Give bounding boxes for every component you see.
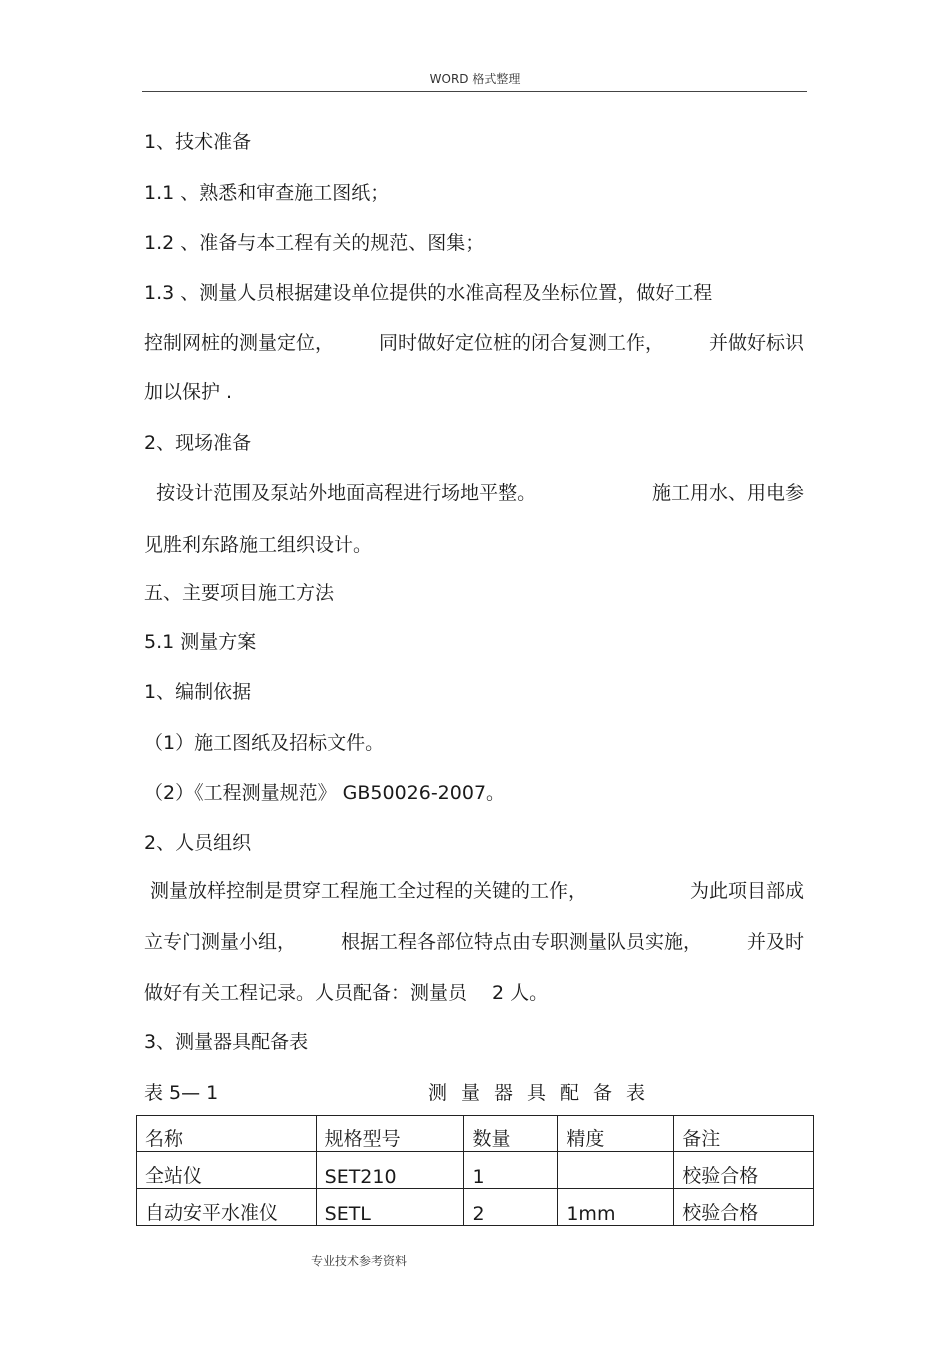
table-cell: 校验合格 xyxy=(674,1189,814,1226)
text-segment: 同时做好定位桩的闭合复测工作， xyxy=(378,332,664,354)
table-cell: 2 xyxy=(464,1189,558,1226)
table-cell: 自动安平水准仪 xyxy=(137,1189,317,1226)
text-segment: 并及时 xyxy=(746,931,804,953)
basis-item-1: （1）施工图纸及招标文件。 xyxy=(144,732,385,754)
heading-site-prep: 2、现场准备 xyxy=(144,432,252,454)
text-segment: 测量放样控制是贯穿工程施工全过程的关键的工作， xyxy=(144,880,588,902)
header-cell: 数量 xyxy=(464,1116,558,1152)
text-segment: 按设计范围及泵站外地面高程进行场地平整。 xyxy=(144,482,537,504)
table-row xyxy=(137,1152,814,1189)
table-cell: 全站仪 xyxy=(137,1152,317,1189)
staffing-paragraph-end: 做好有关工程记录。人员配备：测量员 2 人。 xyxy=(144,982,549,1004)
table-cell: 1mm xyxy=(558,1189,674,1226)
header-cell: 备注 xyxy=(674,1116,814,1152)
table-cell: 1 xyxy=(464,1152,558,1189)
header-cell: 名称 xyxy=(137,1116,317,1152)
heading-equipment: 3、测量器具配备表 xyxy=(144,1031,309,1053)
table-number: 表 5— 1 xyxy=(144,1082,219,1104)
header-cell: 规格型号 xyxy=(316,1116,464,1152)
table-cell: SET210 xyxy=(316,1152,464,1189)
table-cell: SETL xyxy=(316,1189,464,1226)
item-1-3-cont xyxy=(144,331,804,355)
staffing-paragraph-cont xyxy=(144,930,804,954)
table-cell xyxy=(558,1152,674,1189)
staffing-paragraph xyxy=(144,879,804,903)
header-rule xyxy=(142,91,807,92)
site-prep-paragraph xyxy=(144,481,804,505)
table-header-row xyxy=(137,1116,814,1152)
equipment-table xyxy=(136,1115,814,1226)
text-segment: 立专门测量小组， xyxy=(144,931,297,953)
table-row xyxy=(137,1189,814,1226)
heading-basis: 1、编制依据 xyxy=(144,681,252,703)
heading-section-5: 五、主要项目施工方法 xyxy=(144,582,335,604)
item-1-3-end: 加以保护 . xyxy=(144,381,233,403)
item-1-3: 1.3 、测量人员根据建设单位提供的水准高程及坐标位置，做好工程 xyxy=(144,282,713,304)
text-segment: 控制网桩的测量定位， xyxy=(144,332,335,354)
header-cell: 精度 xyxy=(558,1116,674,1152)
page-footer: 专业技术参考资料 xyxy=(311,1254,408,1268)
item-1-2: 1.2 、准备与本工程有关的规范、图集； xyxy=(144,232,485,254)
text-segment: 为此项目部成 xyxy=(689,880,804,902)
heading-technical-prep: 1、技术准备 xyxy=(144,131,252,153)
heading-staffing: 2、人员组织 xyxy=(144,832,252,854)
site-prep-paragraph-cont: 见胜利东路施工组织设计。 xyxy=(144,534,373,556)
text-segment: 根据工程各部位特点由专职测量队员实施， xyxy=(340,931,702,953)
table-title: 测量器具配备表 xyxy=(428,1082,660,1104)
heading-5-1: 5.1 测量方案 xyxy=(144,631,257,653)
text-segment: 并做好标识 xyxy=(708,332,804,354)
text-segment: 施工用水、用电参 xyxy=(651,482,804,504)
basis-item-2: （2）《工程测量规范》 GB50026-2007。 xyxy=(144,782,506,804)
page-header: WORD 格式整理 xyxy=(429,72,521,86)
item-1-1: 1.1 、熟悉和审查施工图纸； xyxy=(144,182,390,204)
table-cell: 校验合格 xyxy=(674,1152,814,1189)
